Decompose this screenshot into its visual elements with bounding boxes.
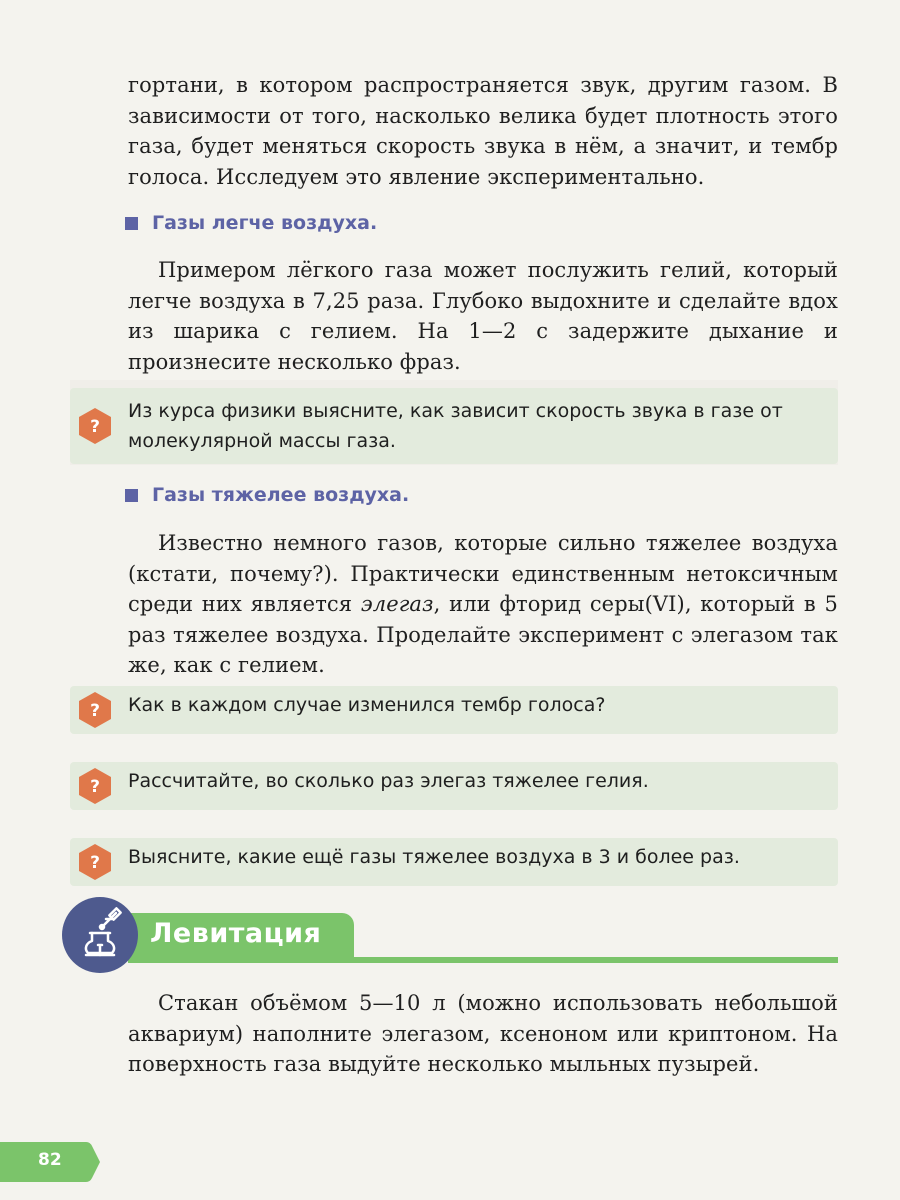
question-text-2: Как в каждом случае изменился тембр голоса? <box>128 694 606 716</box>
question-hexagon-icon <box>78 843 112 881</box>
sf6-text-end: , или фторид серы(VI), который в 5 раз тяжелее воздуха. Проделайте эксперимент с элегазом так же, как с гелием. <box>128 592 838 677</box>
question-box-4 <box>70 838 838 886</box>
subhead-light-label: Газы легче воздуха. <box>152 212 378 234</box>
square-bullet-icon <box>125 489 138 502</box>
question-hexagon-icon <box>78 767 112 805</box>
subhead-light-gases <box>125 212 377 234</box>
paragraph-sf6 <box>128 528 838 681</box>
section-underline <box>128 957 838 963</box>
sf6-term: элегаз <box>360 592 434 616</box>
paragraph-helium: Примером лёгкого газа может послужить гелий, который легче воздуха в 7,25 раза. Глубоко выдохните и сделайте вдох из шарика с гелием. На 1—2 с задержите дыхание и произнесите несколько фраз. <box>128 258 838 374</box>
paragraph-levitation: Стакан объёмом 5—10 л (можно использовать небольшой аквариум) наполните элегазом, ксеноном или криптоном. На поверхность газа выдуйте несколько мыльных пузырей. <box>128 991 838 1076</box>
sf6-text-start: Известно немного газов, которые сильно тяжелее воздуха (кстати, почему?). Практически единственным нетоксичным среди них является <box>128 531 838 616</box>
section-title-levitation: Левитация <box>150 918 322 949</box>
square-bullet-icon <box>125 217 138 230</box>
svg-text:?: ? <box>90 417 100 437</box>
question-text-1: Из курса физики выясните, как зависит скорость звука в газе от молекулярной массы газа. <box>128 400 783 452</box>
subhead-heavy-gases <box>125 484 409 506</box>
section-icon-circle <box>62 897 138 973</box>
question-text-3: Рассчитайте, во сколько раз элегаз тяжелее гелия. <box>128 770 649 792</box>
svg-text:?: ? <box>90 777 100 797</box>
lab-flask-icon <box>62 897 138 973</box>
svg-text:?: ? <box>90 853 100 873</box>
question-text-4: Выясните, какие ещё газы тяжелее воздуха в 3 и более раз. <box>128 846 740 868</box>
page-number: 82 <box>38 1150 62 1170</box>
svg-text:?: ? <box>90 701 100 721</box>
question-hexagon-icon <box>78 691 112 729</box>
question-box-2 <box>70 686 838 734</box>
question-hexagon-icon <box>78 407 112 445</box>
question-box-3 <box>70 762 838 810</box>
paragraph-intro: гортани, в котором распространяется звук, другим газом. В зависимости от того, насколько велика будет плотность этого газа, будет меняться скорость звука в нём, а значит, и тембр голоса. Исследуем это явление экспериментально. <box>128 73 838 189</box>
subhead-heavy-label: Газы тяжелее воздуха. <box>152 484 410 506</box>
question-box-1 <box>70 388 838 464</box>
page-number-tab <box>0 1142 100 1182</box>
